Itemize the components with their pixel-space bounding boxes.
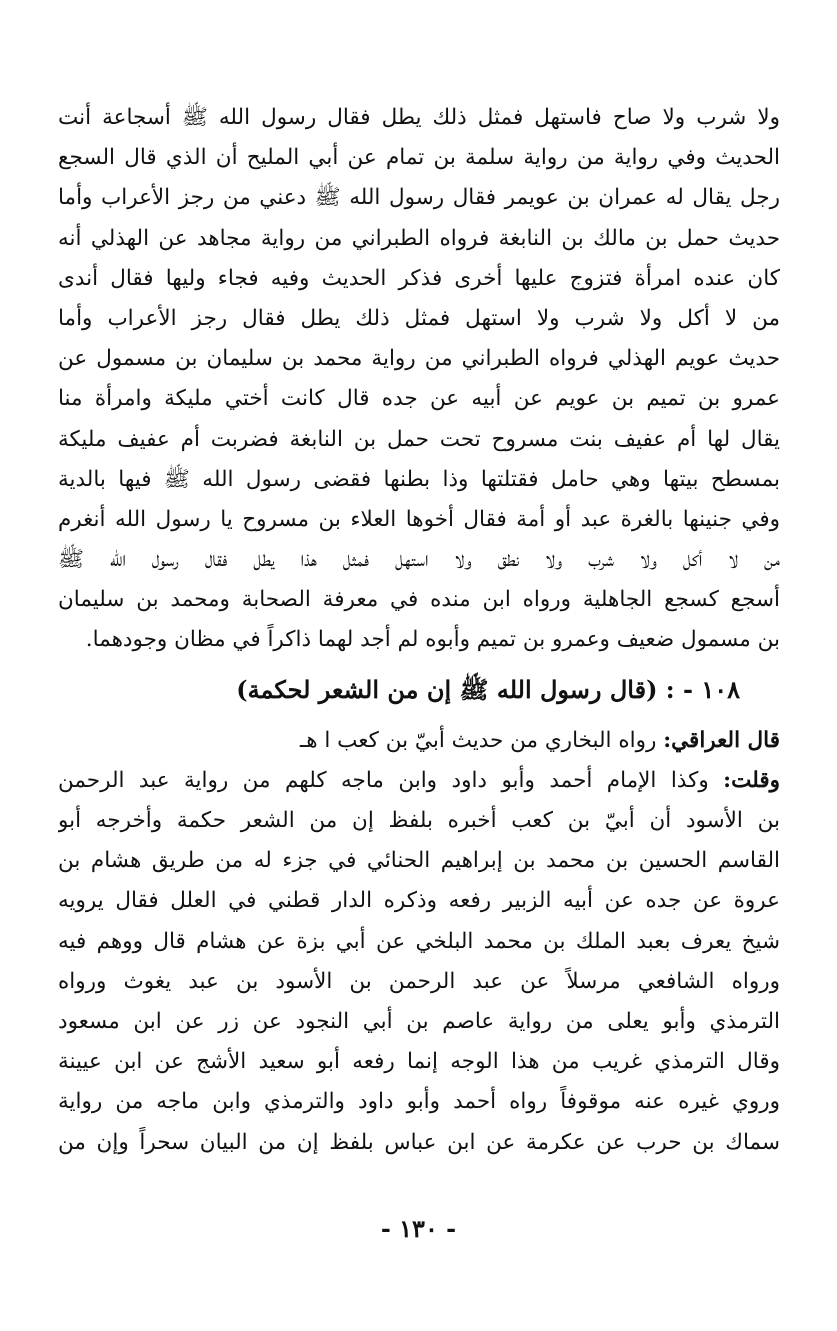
paragraph-continued [58,98,780,661]
text-line: بن مسمول ضعيف وعمرو بن تميم وأبوه لم أجد لهما ذاكراً في مظان وجودهما. [85,627,780,653]
text-line: وقال الترمذي غريب من هذا الوجه إنما رفعه أبو سعيد الأشج عن ابن عيينة [58,1049,780,1075]
text-line: شيخ يعرف بعبد الملك بن محمد البلخي عن أبي بزة عن هشام قال ووهم فيه [58,928,780,954]
text-line: بمسطح بيتها وهي حامل فقتلتها وذا بطنها فقضى رسول الله ﷺ فيها بالدية [58,466,780,492]
text-line: كان عنده امرأة فتزوج عليها أخرى فذكر الحديث وفيه فجاء وليها فقال أندى [58,265,780,291]
hadith-heading: ١٠٨ - : (قال رسول الله ﷺ إن من الشعر لحكمة) [236,674,740,704]
text-line: سماك بن حرب عن عكرمة عن ابن عباس بلفظ إن من البيان سحراً وإن من [58,1129,780,1155]
page-number: - ١٣٠ - [380,1214,457,1243]
text-line: ورواه الشافعي مرسلاً عن عبد الرحمن بن الأسود بن عبد يغوث ورواه [58,968,780,994]
text-line: الحديث وفي رواية من رواية سلمة بن تمام عن أبي المليح أن الذي قال السجع [58,145,780,171]
text-line: يقال لها أم عفيف بنت مسروح تحت حمل بن النابغة فضربت أم عفيف مليكة [58,426,780,452]
qultu-label: وقلت: [723,767,780,793]
text-line: حديث عويم الهذلي فرواه الطبراني من رواية محمد بن سليمان بن مسمول عن [58,346,780,372]
text-line: بن الأسود أن أبيّ بن كعب أخبره بلفظ إن من الشعر حكمة وأخرجه أبو [58,808,780,833]
qultu-text: وكذا الإمام أحمد وأبو داود وابن ماجه كلهم من رواية عبد الرحمن [58,767,724,793]
page-body [58,98,780,1163]
text-line: القاسم الحسين بن محمد بن إبراهيم الحنائي في جزء له من طريق هشام بن [58,848,780,874]
qultu-line [58,761,780,801]
text-line: عمرو بن تميم بن عويم عن أبيه عن جده قال كانت أختي مليكة وامرأة منا [58,386,780,412]
text-line: من لا أكل ولا شرب ولا نطق ولا استهل فمثل هذا يطل فقال رسول الله ﷺ [58,547,780,573]
text-line: الترمذي وأبو يعلى من رواية عاصم بن أبي النجود عن زر عن ابن مسعود [58,1008,780,1034]
iraqi-text: رواه البخاري من حديث أبيّ بن كعب ا هـ [299,727,664,753]
commentary [58,721,780,1163]
text-line: ولا شرب ولا صاح فاستهل فمثل ذلك يطل فقال رسول الله ﷺ أسجاعة أنت [58,105,780,130]
text-line: وفي جنينها بالغرة عبد أو أمة فقال أخوها العلاء بن مسروح يا رسول الله أنغرم [58,506,780,532]
text-line: من لا أكل ولا شرب ولا استهل فمثل ذلك يطل فقال رجز الأعراب وأما [58,305,780,331]
iraqi-label: قال العراقي: [663,727,780,753]
iraqi-line [58,721,780,761]
text-line: عروة عن جده عن أبيه الزبير رفعه وذكره الدار قطني في العلل فقال يرويه [58,888,780,914]
text-line: وروي غيره عنه موقوفاً رواه أحمد وأبو داود والترمذي وابن ماجه من رواية [58,1089,780,1115]
text-line: حديث حمل بن مالك بن النابغة فرواه الطبراني من رواية مجاهد عن الهذلي أنه [58,225,780,251]
text-line: أسجع كسجع الجاهلية ورواه ابن منده في معرفة الصحابة ومحمد بن سليمان [58,587,780,613]
text-line: رجل يقال له عمران بن عويمر فقال رسول الله ﷺ دعني من رجز الأعراب وأما [58,185,780,211]
